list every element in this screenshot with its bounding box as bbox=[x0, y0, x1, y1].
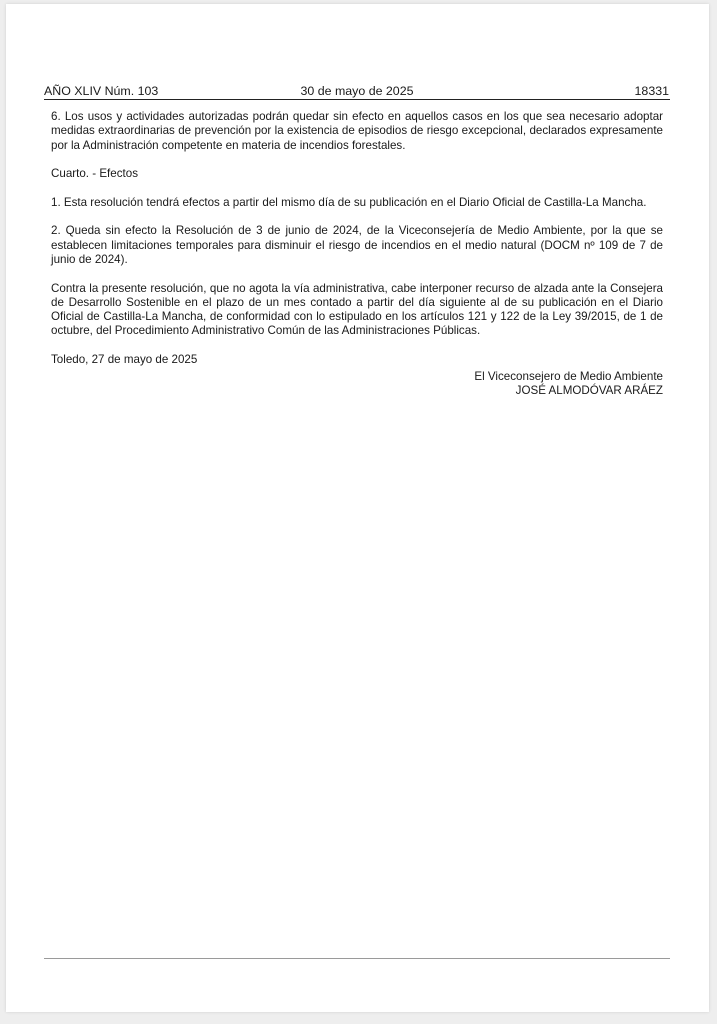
publication-date: 30 de mayo de 2025 bbox=[300, 84, 414, 98]
place-date: Toledo, 27 de mayo de 2025 bbox=[51, 353, 198, 367]
spacer bbox=[51, 153, 663, 167]
paragraph-2: 2. Queda sin efecto la Resolución de 3 de junio de 2024, de la Viceconsejería de Medio Ambiente, por la que se establecen limitaciones temporales para disminuir el riesgo de incendios en el medio natural (DOCM nº 109 de 7 de junio de 2024). bbox=[51, 224, 663, 266]
paragraph-recurso: Contra la presente resolución, que no agota la vía administrativa, cabe interponer recurso de alzada ante la Consejera de Desarrollo Sostenible en el plazo de un mes contado a partir del día siguiente al de su publicación en el Diario Oficial de Castilla-La Mancha, de conformidad con lo estipulado en los artículos 121 y 122 de la Ley 39/2015, de 1 de octubre, del Procedimiento Administrativo Común de las Administraciones Públicas. bbox=[51, 281, 663, 338]
paragraph-6: 6. Los usos y actividades autorizadas podrán quedar sin efecto en aquellos casos en los que sea necesario adoptar medidas extraordinarias de prevención por la existencia de episodios de riesgo excepcional, declarados expresamente por la Administración competente en materia de incendios forestales. bbox=[51, 110, 663, 152]
spacer bbox=[51, 181, 663, 195]
spacer bbox=[51, 267, 663, 281]
issue-number: AÑO XLIV Núm. 103 bbox=[44, 84, 159, 98]
document-body bbox=[51, 110, 663, 367]
page-number: 18331 bbox=[634, 84, 669, 98]
section-heading: Cuarto. - Efectos bbox=[51, 167, 138, 181]
signature-block bbox=[51, 370, 663, 399]
paragraph-1: 1. Esta resolución tendrá efectos a partir del mismo día de su publicación en el Diario Oficial de Castilla-La Mancha. bbox=[51, 195, 647, 209]
page-header bbox=[44, 83, 670, 100]
signer-name: JOSÉ ALMODÓVAR ARÁEZ bbox=[515, 384, 663, 398]
spacer bbox=[51, 339, 663, 353]
footer-divider bbox=[44, 958, 670, 959]
spacer bbox=[51, 210, 663, 224]
signer-role: El Viceconsejero de Medio Ambiente bbox=[474, 370, 663, 383]
